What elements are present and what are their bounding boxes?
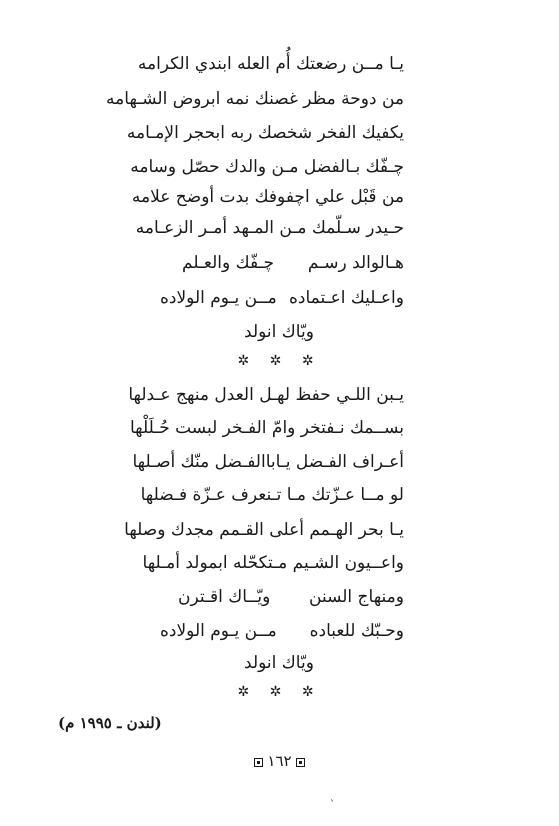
stanza1-line-4: چـفّك بـالفضل مـن والدك حصّل وسامه xyxy=(130,157,404,177)
page-number-row xyxy=(0,750,559,772)
stanza2-line-1: يـبن اللـي حفظ لهـل العدل منهج عـدلها xyxy=(128,385,404,405)
stanza1-line-2: من دوحة مظر غصنك نمه ابروض الشـهامه xyxy=(106,89,404,109)
stanza2-line-6: واعــيون الشـيم مـتكحّله ابمولد أمـلها xyxy=(142,553,404,573)
stanza2-refrain-2b: مــن يـوم الولاده xyxy=(160,621,277,641)
stanza2-refrain-1b: ويّــاك اقـترن xyxy=(178,587,271,607)
stanza2-line-5: يـا بحر الهـمم أعلى القـمم مجدك وصلها xyxy=(124,520,404,540)
stanza2-refrain-2a: وحـبّك للعباده xyxy=(309,621,404,641)
stanza2-closing: ويّاك انولد xyxy=(244,653,314,673)
ornament-square-icon xyxy=(296,758,305,767)
section-divider-2: ✲ ✲ ✲ xyxy=(237,684,322,700)
stanza1-refrain-1a: هـالوالد رسـم xyxy=(307,253,404,273)
stanza2-line-3: أعـراف الفـضل يـاباالفـضل منّك أصـلها xyxy=(132,452,404,472)
stanza1-line-3: يكفيك الفخر شخصك ربه ابحجر الإمـامه xyxy=(126,123,404,143)
stanza1-line-5: من قَبْل علي اچفوفك بدت أوضح علامه xyxy=(131,187,404,207)
stanza1-refrain-2b: مــن يـوم الولاده xyxy=(160,288,277,308)
stanza2-line-2: بســمك نـفتخر وامّ الفـخر لبست حُـلَلْها xyxy=(129,418,404,438)
stanza1-refrain-1b: چـفّك والعـلم xyxy=(182,253,275,273)
ornament-square-icon xyxy=(254,758,263,767)
stanza2-line-4: لو مــا عـزّتك مـا تـنعرف عـزّة فـضلها xyxy=(140,485,404,505)
stanza1-line-6: حـيدر سـلّمك مـن المـهد أمـر الزعـامه xyxy=(135,218,404,238)
print-mark: ˋ xyxy=(330,800,335,811)
place-date-note: (لندن ـ ١٩٩٥ م) xyxy=(58,714,162,732)
stanza2-refrain-1a: ومنهاج السنن xyxy=(309,587,404,607)
stanza1-refrain-2a: واعـليك اعـتماده xyxy=(288,288,404,308)
section-divider-1: ✲ ✲ ✲ xyxy=(237,353,322,369)
stanza1-closing: ويّاك انولد xyxy=(244,322,314,342)
page-number: ١٦٢ xyxy=(267,752,292,770)
stanza1-line-1: يـا مــن رضعتك أُم العله ابندي الكرامه xyxy=(137,54,404,74)
